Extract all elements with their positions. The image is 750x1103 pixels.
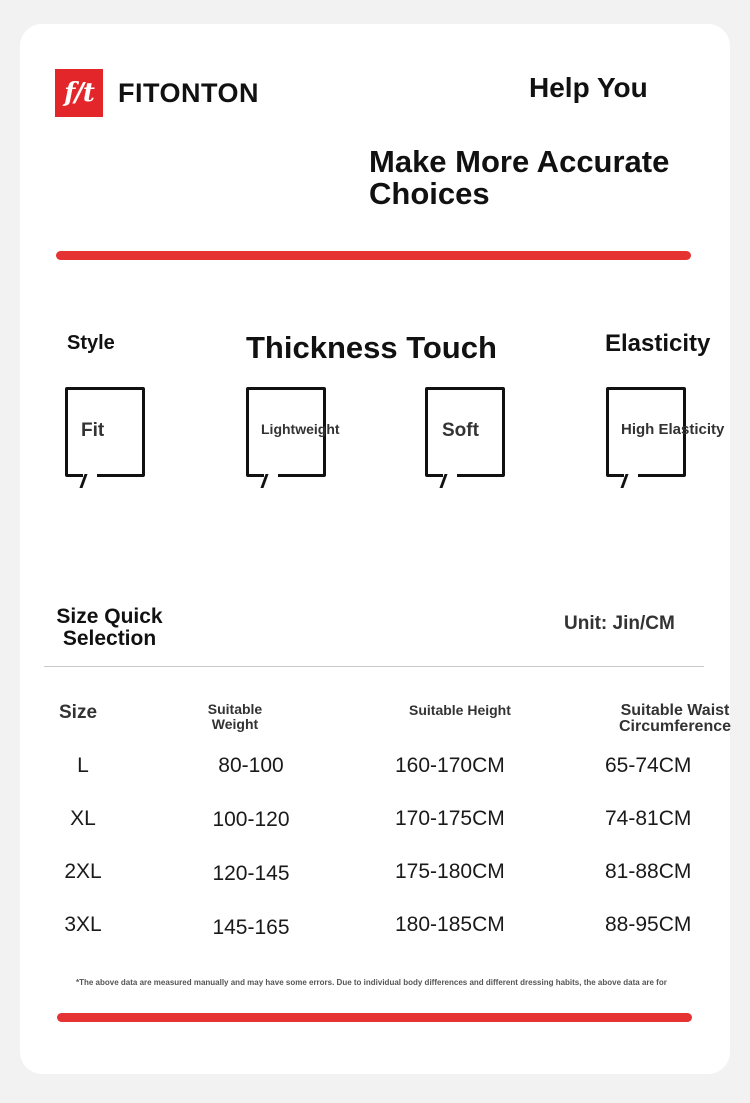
table-cell: XL bbox=[70, 807, 96, 830]
touch-value: Soft bbox=[442, 420, 479, 441]
table-cell: 3XL bbox=[64, 913, 102, 936]
disclaimer-note: *The above data are measured manually and may have some errors. Due to individual body differences and different dressing habits, the above data are for bbox=[76, 978, 667, 987]
table-cell: 74-81CM bbox=[605, 807, 692, 830]
divider bbox=[44, 666, 704, 667]
style-value: Fit bbox=[81, 420, 105, 441]
headline-line1: Help You bbox=[529, 72, 648, 103]
accent-bar-bottom bbox=[57, 1013, 692, 1022]
elasticity-heading: Elasticity bbox=[605, 330, 711, 357]
column-header-height: Suitable Height bbox=[409, 702, 511, 718]
speech-bubble-icon bbox=[65, 387, 145, 477]
style-heading: Style bbox=[67, 332, 115, 354]
column-header-size: Size bbox=[59, 702, 98, 723]
table-cell: 160-170CM bbox=[395, 754, 505, 777]
table-cell: 100-120 bbox=[212, 808, 290, 831]
brand-logo bbox=[55, 69, 103, 117]
table-cell: 180-185CM bbox=[395, 913, 505, 936]
logo-mark: f/t bbox=[64, 78, 94, 108]
column-header-waist: Suitable Waist Circumference bbox=[618, 702, 732, 735]
table-cell: 145-165 bbox=[212, 916, 290, 939]
table-cell: L bbox=[77, 754, 89, 777]
table-cell: 65-74CM bbox=[605, 754, 692, 777]
thickness-touch-heading: Thickness Touch bbox=[246, 330, 497, 365]
headline-line2: Make More Accurate Choices bbox=[369, 144, 670, 211]
table-cell: 88-95CM bbox=[605, 913, 692, 936]
unit-label: Unit: Jin/CM bbox=[564, 613, 675, 634]
accent-bar-top bbox=[56, 251, 691, 260]
table-cell: 80-100 bbox=[218, 754, 284, 777]
column-header-weight: Suitable Weight bbox=[207, 701, 263, 732]
table-cell: 170-175CM bbox=[395, 807, 505, 830]
elasticity-value: High Elasticity bbox=[621, 421, 725, 438]
table-cell: 2XL bbox=[64, 860, 102, 883]
table-cell: 120-145 bbox=[212, 862, 290, 885]
size-table-title: Size Quick Selection bbox=[56, 605, 163, 650]
table-cell: 175-180CM bbox=[395, 860, 505, 883]
table-cell: 81-88CM bbox=[605, 860, 692, 883]
brand-name: FITONTON bbox=[118, 78, 260, 108]
thickness-value: Lightweight bbox=[261, 421, 340, 437]
